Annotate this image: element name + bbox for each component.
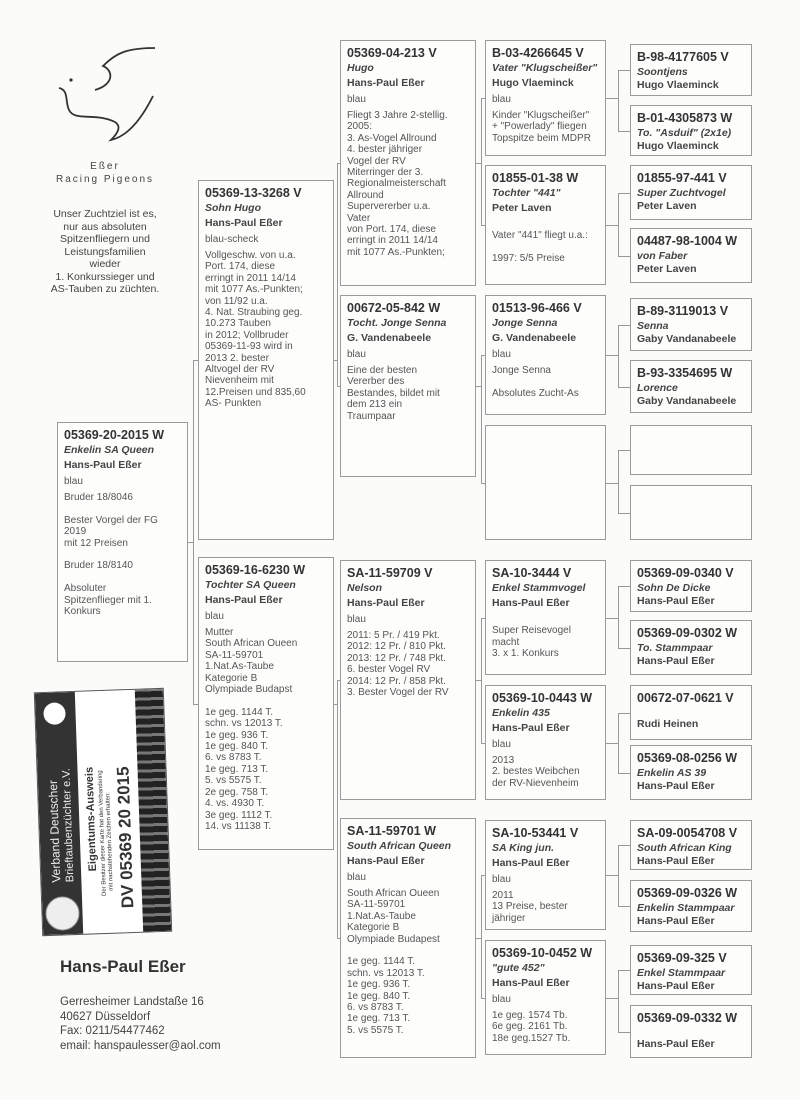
owner-name: Hans-Paul Eßer xyxy=(60,957,186,976)
ring-number: 05369-09-0340 V xyxy=(637,566,734,580)
performance-notes: South African Oueen SA-11-59701 1.Nat.As-Taube Kategorie B Olympiade Budapest 1e geg. 1144 T. schn. vs 12013 T. 1e geg. 936 T. 1e geg. 840 T. 6. vs 8783 T. 1e geg. 713 T. 5. vs 5575 T. xyxy=(347,888,440,1036)
pigeon-name: Nelson xyxy=(347,582,383,594)
pedigree-card-sds xyxy=(485,295,606,415)
ring-number: SA-11-59701 W xyxy=(347,824,436,838)
ring-number: B-93-3354695 W xyxy=(637,366,733,380)
breeder-name: Hans-Paul Eßer xyxy=(347,597,425,609)
breeding-goal-text: Unser Zuchtziel ist es, nur aus absoluten Spitzenfliegern und Leistungsfamilien wieder 1. Konkurssieger und AS-Tauben zu züchten. xyxy=(50,208,160,295)
ring-number: B-98-4177605 V xyxy=(637,50,729,64)
card-org-2: Brieftaubenzüchter e.V. xyxy=(60,768,77,883)
performance-notes: Eine der besten Vererber des Bestandes, bildet mit dem 213 ein Traumpaar xyxy=(347,365,440,422)
performance-notes: Bruder 18/8046 Bester Vorgel der FG 2019 mit 12 Preisen Bruder 18/8140 Absoluter Spitzenflieger mit 1. Konkurs xyxy=(64,492,158,618)
breeder-name: Hans-Paul Eßer xyxy=(347,77,425,89)
pigeon-name xyxy=(637,1027,745,1037)
plumage-color: blau xyxy=(347,94,366,105)
ring-number: SA-10-53441 V xyxy=(492,826,579,840)
pedigree-card-dss xyxy=(485,560,606,675)
pigeon-name: von Faber xyxy=(637,250,688,262)
card-note-2: mit nachstehenden Zeichen erhalten: xyxy=(105,791,115,891)
plumage-color: blau xyxy=(205,611,224,622)
pigeon-name: Enkel Stammpaar xyxy=(637,967,726,979)
connector-line xyxy=(606,355,618,356)
connector-line xyxy=(618,131,630,132)
pedigree-card-g11 xyxy=(630,685,752,740)
owner-fax: Fax: 0211/54477462 xyxy=(60,1025,165,1037)
breeder-name: Hans-Paul Eßer xyxy=(637,595,715,607)
pedigree-card-sire xyxy=(198,180,334,540)
ring-number: 05369-09-0326 W xyxy=(637,886,738,900)
connector-line xyxy=(618,970,619,1032)
plumage-color: blau xyxy=(492,874,511,885)
pigeon-name: "gute 452" xyxy=(492,962,545,974)
brand-name xyxy=(40,160,170,186)
pigeon-name xyxy=(637,707,745,717)
breeder-name: Hugo Vlaeminck xyxy=(492,77,574,89)
card-pattern xyxy=(135,689,171,932)
ring-number: B-03-4266645 V xyxy=(492,46,584,60)
ring-number: 04487-98-1004 W xyxy=(637,234,738,248)
connector-line xyxy=(481,618,482,743)
connector-line xyxy=(618,256,630,257)
ring-number: 05369-08-0256 W xyxy=(637,751,738,765)
connector-line xyxy=(618,648,630,649)
owner-city: 40627 Düsseldorf xyxy=(60,1010,151,1023)
breeder-name: G. Vandenabeele xyxy=(347,332,432,344)
plumage-color: blau xyxy=(492,994,511,1005)
plumage-color: blau xyxy=(492,349,511,360)
performance-notes: 2011: 5 Pr. / 419 Pkt. 2012: 12 Pr. / 810 Pkt. 2013: 12 Pr. / 748 Pkt. 6. bester Vogel RV 2014: 12 Pr. / 858 Pkt. 3. Bester Vogel der RV xyxy=(347,630,449,699)
pigeon-name: Tochter "441" xyxy=(492,187,561,199)
pedigree-card-g12 xyxy=(630,745,752,800)
ring-number: 01855-97-441 V xyxy=(637,171,727,185)
ring-number: 00672-07-0621 V xyxy=(637,691,734,705)
plumage-color: blau xyxy=(492,739,511,750)
connector-line xyxy=(606,98,618,99)
connector-line xyxy=(618,586,630,587)
pigeon-name: South African King xyxy=(637,842,732,854)
card-note-1: Der Besitzer dieser Karte hat den Verbandsring xyxy=(97,770,108,897)
pedigree-card-g15 xyxy=(630,945,752,995)
connector-line xyxy=(606,875,618,876)
owner-email[interactable]: email: hanspaulesser@aol.com xyxy=(60,1039,221,1052)
plumage-color: blau xyxy=(347,349,366,360)
connector-line xyxy=(618,193,630,194)
owner-street: Gerresheimer Landstaße 16 xyxy=(60,996,204,1008)
performance-notes: 1e geg. 1574 Tb. 6e geg. 2161 Tb. 18e geg.1527 Tb. xyxy=(492,1010,571,1044)
pigeon-name: SA King jun. xyxy=(492,842,555,854)
performance-notes: Fliegt 3 Jahre 2-stellig. 2005: 3. As-Vogel Allround 4. bester jähriger Vogel der RV Miterringer der 3. Regionalmeisterschaft Allround Supervererber u.a. Vater von Port. 174, diese erringt in 2011 14/14 mit 1077 As.-Punkten; xyxy=(347,110,448,258)
connector-line xyxy=(481,355,482,483)
pedigree-card-sss xyxy=(485,40,606,156)
connector-line xyxy=(618,450,619,513)
connector-line xyxy=(606,998,618,999)
pigeon-name: Senna xyxy=(637,320,669,332)
ring-number: 05369-09-325 V xyxy=(637,951,727,965)
ring-number: 05369-09-0302 W xyxy=(637,626,738,640)
pigeon-name xyxy=(637,433,745,443)
breeder-name: Hans-Paul Eßer xyxy=(637,655,715,667)
pigeon-name: Hugo xyxy=(347,62,374,74)
pigeon-logo xyxy=(55,40,165,150)
connector-line xyxy=(618,586,619,648)
pedigree-card-dsd xyxy=(485,685,606,800)
pedigree-card-g6 xyxy=(630,360,752,413)
connector-line xyxy=(337,680,338,938)
breeder-name: Hans-Paul Eßer xyxy=(637,780,715,792)
breeder-name: Hans-Paul Eßer xyxy=(492,597,570,609)
ring-number: 05369-09-0332 W xyxy=(637,1011,738,1025)
pedigree-card-dds xyxy=(485,820,606,930)
pigeon-name: Enkelin AS 39 xyxy=(637,767,707,779)
plumage-color: blau xyxy=(347,614,366,625)
performance-notes: Vollgeschw. von u.a. Port. 174, diese erringt in 2011 14/14 mit 1077 As.-Punkten; von 11/92 u.a. 4. Nat. Straubing geg. 10.273 Tauben in 2012; Vollbruder 05369-11-93 wird in 2013 2. bester Altvogel der RV Nievenheim mit 12.Preisen und 835,60 AS- Punkten xyxy=(205,250,306,410)
breeder-name: G. Vandenabeele xyxy=(492,332,577,344)
breeder-name: Peter Laven xyxy=(637,263,697,275)
connector-line xyxy=(606,743,618,744)
pigeon-name: Sohn Hugo xyxy=(205,202,261,214)
pedigree-card-g9 xyxy=(630,560,752,612)
pigeon-name xyxy=(637,493,745,503)
card-ring-number: DV 05369 20 2015 xyxy=(113,766,138,909)
connector-line xyxy=(618,70,630,71)
ring-number: SA-11-59709 V xyxy=(347,566,433,580)
pedigree-card-sdd xyxy=(485,425,606,540)
connector-line xyxy=(618,325,630,326)
ring-number: 05369-16-6230 W xyxy=(205,563,306,577)
pedigree-card-dam xyxy=(198,557,334,850)
ownership-card xyxy=(34,688,172,936)
connector-line xyxy=(618,845,630,846)
connector-line xyxy=(606,618,618,619)
ring-number: 00672-05-842 W xyxy=(347,301,441,315)
pigeon-name: Soontjens xyxy=(637,66,688,78)
ring-number: SA-10-3444 V xyxy=(492,566,572,580)
breeder-name: Hans-Paul Eßer xyxy=(205,217,283,229)
ring-number: 01855-01-38 W xyxy=(492,171,579,185)
card-org-1: Verband Deutscher xyxy=(45,779,64,883)
breeder-name: Hans-Paul Eßer xyxy=(492,977,570,989)
performance-notes: Jonge Senna Absolutes Zucht-As xyxy=(492,365,579,399)
pedigree-card-dd xyxy=(340,818,476,1058)
ring-number: 01513-96-466 V xyxy=(492,301,582,315)
performance-notes: Super Reisevogel macht 3. x 1. Konkurs xyxy=(492,625,571,660)
connector-line xyxy=(618,713,630,714)
pedigree-card-g7 xyxy=(630,425,752,475)
pedigree-card-g2 xyxy=(630,105,752,156)
pigeon-name: To. Stammpaar xyxy=(637,642,713,654)
pedigree-card-g10 xyxy=(630,620,752,675)
ring-number: 05369-10-0452 W xyxy=(492,946,593,960)
plumage-color: blau xyxy=(347,872,366,883)
breeder-name: Hugo Vlaeminck xyxy=(637,79,719,91)
ring-number: 05369-20-2015 W xyxy=(64,428,165,442)
pigeon-name: Enkel Stammvogel xyxy=(492,582,586,594)
pigeon-name: Enkelin 435 xyxy=(492,707,550,719)
performance-notes: 2013 2. bestes Weibchen der RV-Nievenheim xyxy=(492,755,580,789)
connector-line xyxy=(618,325,619,387)
pedigree-card-ssd xyxy=(485,165,606,285)
connector-line xyxy=(618,1032,630,1033)
pigeon-name xyxy=(492,433,599,443)
connector-line xyxy=(618,513,630,514)
pedigree-card-g4 xyxy=(630,228,752,283)
plumage-color: blau-scheck xyxy=(205,234,259,245)
breeder-name: Hugo Vlaeminck xyxy=(637,140,719,152)
connector-line xyxy=(193,360,194,704)
pigeon-name: Tocht. Jonge Senna xyxy=(347,317,447,329)
pigeon-name: Jonge Senna xyxy=(492,317,558,329)
pedigree-card-ss xyxy=(340,40,476,286)
ring-number: 05369-13-3268 V xyxy=(205,186,302,200)
connector-line xyxy=(618,773,630,774)
pedigree-card-subject xyxy=(57,422,188,662)
performance-notes: Mutter South African Oueen SA-11-59701 1.Nat.As-Taube Kategorie B Olympiade Budapst 1e geg. 1144 T. schn. vs 12013 T. 1e geg. 936 T. 1e geg. 840 T. 6. vs 8783 T. 1e geg. 713 T. 5. vs 5575 T. 2e geg. 758 T. 4. vs. 4930 T. 3e geg. 1112 T. 14. vs 11138 T. xyxy=(205,627,298,832)
brand-line-1: Eßer xyxy=(90,161,120,172)
pigeon-name: Vater "Klugscheißer" xyxy=(492,62,598,74)
pedigree-card-g1 xyxy=(630,44,752,96)
connector-line xyxy=(618,450,630,451)
pedigree-card-g14 xyxy=(630,880,752,932)
connector-line xyxy=(618,713,619,773)
breeder-name: Peter Laven xyxy=(492,202,552,214)
ring-number: SA-09-0054708 V xyxy=(637,826,738,840)
connector-line xyxy=(481,875,482,998)
pedigree-card-ddd xyxy=(485,940,606,1055)
connector-line xyxy=(618,970,630,971)
breeder-name: Rudi Heinen xyxy=(637,718,699,730)
brand-line-2: Racing Pigeons xyxy=(55,174,155,185)
connector-line xyxy=(618,387,630,388)
performance-notes: Vater "441" fliegt u.a.: 1997: 5/5 Preise xyxy=(492,230,588,265)
pedigree-card-g13 xyxy=(630,820,752,870)
pigeon-name: Super Zuchtvogel xyxy=(637,187,726,199)
ring-number: 05369-10-0443 W xyxy=(492,691,593,705)
connector-line xyxy=(618,193,619,256)
plumage-color: blau xyxy=(492,94,511,105)
ring-number: B-01-4305873 W xyxy=(637,111,733,125)
connector-line xyxy=(618,70,619,131)
plumage-color: blau xyxy=(64,476,83,487)
owner-address xyxy=(60,995,221,1053)
breeder-name: Hans-Paul Eßer xyxy=(347,855,425,867)
card-title: Eigentums-Ausweis xyxy=(83,766,100,872)
pedigree-card-g16 xyxy=(630,1005,752,1058)
pedigree-card-g3 xyxy=(630,165,752,220)
breeder-name: Peter Laven xyxy=(637,200,697,212)
pigeon-name: Sohn De Dicke xyxy=(637,582,711,594)
connector-line xyxy=(606,225,618,226)
breeder-name: Hans-Paul Eßer xyxy=(492,857,570,869)
connector-line xyxy=(481,98,482,225)
breeder-name: Hans-Paul Eßer xyxy=(637,980,715,992)
connector-line xyxy=(618,906,630,907)
pigeon-name: Enkelin SA Queen xyxy=(64,444,155,456)
pigeon-name: Enkelin Stammpaar xyxy=(637,902,735,914)
breeder-name: Hans-Paul Eßer xyxy=(637,915,715,927)
connector-line xyxy=(606,483,618,484)
pedigree-card-g5 xyxy=(630,298,752,351)
pedigree-card-ds xyxy=(340,560,476,800)
pigeon-name: Tochter SA Queen xyxy=(205,579,296,591)
connector-line xyxy=(337,163,338,386)
pedigree-card-sd xyxy=(340,295,476,477)
breeder-name: Hans-Paul Eßer xyxy=(205,594,283,606)
breeder-name: Gaby Vandanabeele xyxy=(637,395,737,407)
breeder-name: Hans-Paul Eßer xyxy=(492,722,570,734)
pigeon-name: South African Queen xyxy=(347,840,452,852)
breeder-name: Hans-Paul Eßer xyxy=(637,855,715,867)
pigeon-name: To. "Asduif" (2x1e) xyxy=(637,127,732,139)
breeder-name: Hans-Paul Eßer xyxy=(637,1038,715,1050)
performance-notes: Kinder "Klugscheißer" + "Powerlady" fliegen Topspitze beim MDPR xyxy=(492,110,591,144)
breeder-name: Hans-Paul Eßer xyxy=(64,459,142,471)
ring-number: B-89-3119013 V xyxy=(637,304,729,318)
breeder-name: Gaby Vandanabeele xyxy=(637,333,737,345)
ring-number: 05369-04-213 V xyxy=(347,46,437,60)
performance-notes: 2011 13 Preise, bester jähriger xyxy=(492,890,568,924)
connector-line xyxy=(618,845,619,906)
pedigree-card-g8 xyxy=(630,485,752,540)
pigeon-name: Lorence xyxy=(637,382,678,394)
